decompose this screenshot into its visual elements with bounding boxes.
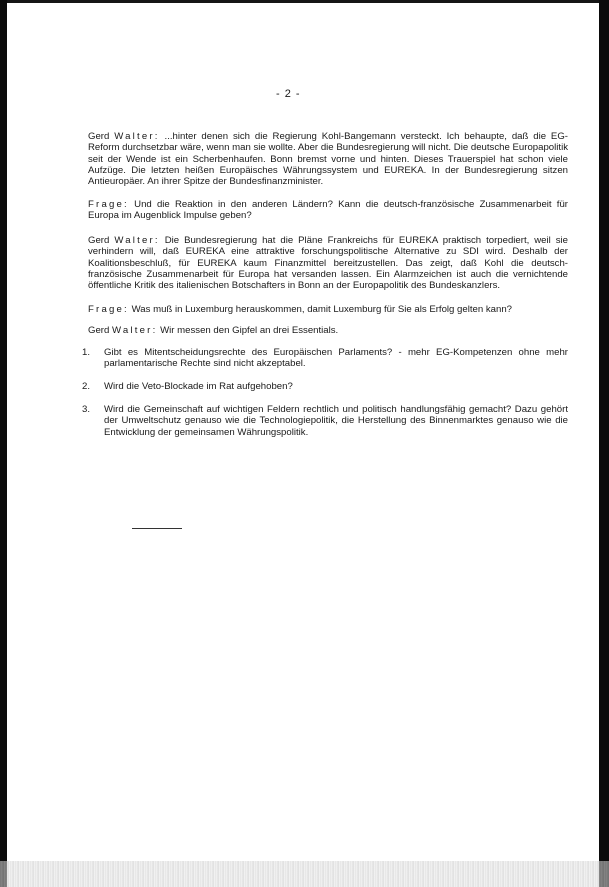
scan-border-right xyxy=(599,0,609,887)
list-number: 3. xyxy=(82,404,91,415)
paragraph-frage-1 xyxy=(88,199,568,222)
speaker-first-name: Gerd xyxy=(88,325,110,336)
list-item-3 xyxy=(82,404,568,438)
scan-border-left xyxy=(0,0,7,887)
speaker-label: Walter: xyxy=(112,325,158,336)
paragraph-text: Wir messen den Gipfel an drei Essentials. xyxy=(160,325,339,336)
scan-noise-bottom xyxy=(0,861,609,887)
speaker-first-name: Gerd xyxy=(88,131,110,142)
list-number: 1. xyxy=(82,347,91,358)
separator-rule xyxy=(132,528,182,529)
list-text: Gibt es Mitentscheidungsrechte des Europäischen Parlaments? - mehr EG-Kompetenzen ohne mehr parlamentarische Rechte sind nicht akzeptabel. xyxy=(104,347,568,370)
speaker-label: Frage: xyxy=(88,304,129,315)
list-item-2 xyxy=(82,381,568,392)
speaker-label: Walter: xyxy=(114,131,160,142)
speaker-first-name: Gerd xyxy=(88,235,110,246)
list-text: Wird die Veto-Blockade im Rat aufgehoben? xyxy=(104,381,293,392)
list-number: 2. xyxy=(82,381,91,392)
list-text: Wird die Gemeinschaft auf wichtigen Feldern rechtlich und politisch handlungsfähig gemacht? Dazu gehört der Umweltschutz genauso wie die Technologiepolitik, die Herstellung des Binnenmarktes genauso wie die Entwicklung der gemeinsamen Währungspolitik. xyxy=(104,404,568,438)
paragraph-walter-2 xyxy=(88,235,568,291)
paragraph-text: Und die Reaktion in den anderen Ländern? Kann die deutsch-französische Zusammenarbeit für Europa im Augenblick Impulse geben? xyxy=(88,199,568,222)
scan-border-top xyxy=(0,0,609,3)
list-item-1 xyxy=(82,347,568,370)
paragraph-frage-2 xyxy=(88,304,568,315)
paragraph-text: Was muß in Luxemburg herauskommen, damit Luxemburg für Sie als Erfolg gelten kann? xyxy=(131,304,512,315)
speaker-label: Frage: xyxy=(88,199,129,210)
speaker-label: Walter: xyxy=(114,235,160,246)
paragraph-walter-3 xyxy=(88,325,568,336)
paragraph-text: ...hinter denen sich die Regierung Kohl-Bangemann versteckt. Ich behaupte, daß die EG-Reform durchsetzbar wäre, wenn man sie wollte. Aber die Bundesregierung will nicht. Die deutsche Europapolitik seit der Wende ist ein Scherbenhaufen. Bonn bremst vorne und hinten. Dieses Trauerspiel hat schon viele Aufzüge. Die letzten heißen Europäisches Währungssystem und EUREKA. In der Bundesregierung sitzen Antieuropäer. An ihrer Spitze der Bundesfinanzminister. xyxy=(88,131,568,188)
paragraph-text: Die Bundesregierung hat die Pläne Frankreichs für EUREKA praktisch torpediert, weil sie verhindern will, daß EUREKA eine attraktive forschungspolitische Alternative zu SDI wird. Deshalb der Koalitionsbeschluß, für EUREKA kaum Finanzmittel bereitzustellen. Das zeigt, daß Kohl die deutsch-französische Zusammenarbeit für Europa hat versanden lassen. Ein Alarmzeichen ist auch die vernichtende öffentliche Kritik des italienischen Botschafters in Bonn an der Europapolitik des Bundeskanzlers. xyxy=(88,235,569,292)
paragraph-walter-1 xyxy=(88,131,568,187)
page-number: - 2 - xyxy=(276,88,301,100)
